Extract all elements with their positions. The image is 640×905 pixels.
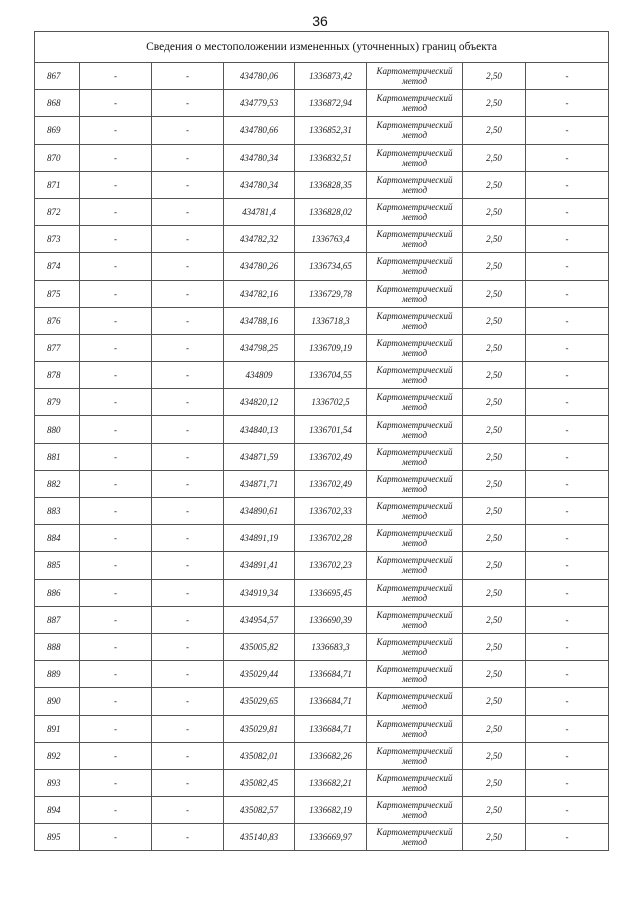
empty-cell: -	[152, 63, 224, 90]
empty-cell: -	[526, 606, 609, 633]
coord-y-cell: 1336682,19	[295, 797, 367, 824]
empty-cell: -	[526, 144, 609, 171]
empty-cell: -	[152, 362, 224, 389]
coord-y-cell: 1336702,49	[295, 443, 367, 470]
accuracy-cell: 2,50	[463, 552, 526, 579]
accuracy-cell: 2,50	[463, 715, 526, 742]
point-number-cell: 877	[35, 334, 80, 361]
table-row	[35, 606, 609, 633]
empty-cell: -	[526, 226, 609, 253]
point-number-cell: 871	[35, 171, 80, 198]
empty-cell: -	[152, 389, 224, 416]
coord-x-cell: 434780,06	[224, 63, 295, 90]
coord-y-cell: 1336682,26	[295, 742, 367, 769]
empty-cell: -	[80, 769, 152, 796]
accuracy-cell: 2,50	[463, 742, 526, 769]
coord-x-cell: 434780,34	[224, 171, 295, 198]
method-cell: Картометрический метод	[367, 797, 463, 824]
method-cell: Картометрический метод	[367, 498, 463, 525]
table-row	[35, 688, 609, 715]
empty-cell: -	[80, 579, 152, 606]
table-row	[35, 552, 609, 579]
coord-x-cell: 434954,57	[224, 606, 295, 633]
empty-cell: -	[80, 334, 152, 361]
coord-y-cell: 1336702,28	[295, 525, 367, 552]
empty-cell: -	[152, 742, 224, 769]
point-number-cell: 869	[35, 117, 80, 144]
table-row	[35, 144, 609, 171]
coord-x-cell: 434871,71	[224, 470, 295, 497]
empty-cell: -	[80, 389, 152, 416]
accuracy-cell: 2,50	[463, 144, 526, 171]
empty-cell: -	[80, 525, 152, 552]
accuracy-cell: 2,50	[463, 226, 526, 253]
accuracy-cell: 2,50	[463, 498, 526, 525]
empty-cell: -	[80, 144, 152, 171]
empty-cell: -	[80, 824, 152, 851]
method-cell: Картометрический метод	[367, 470, 463, 497]
coord-x-cell: 435005,82	[224, 633, 295, 660]
accuracy-cell: 2,50	[463, 280, 526, 307]
method-cell: Картометрический метод	[367, 769, 463, 796]
empty-cell: -	[80, 117, 152, 144]
coord-y-cell: 1336684,71	[295, 661, 367, 688]
table-row	[35, 307, 609, 334]
empty-cell: -	[526, 63, 609, 90]
accuracy-cell: 2,50	[463, 416, 526, 443]
method-cell: Картометрический метод	[367, 552, 463, 579]
table-row	[35, 715, 609, 742]
empty-cell: -	[152, 171, 224, 198]
empty-cell: -	[152, 307, 224, 334]
accuracy-cell: 2,50	[463, 334, 526, 361]
coord-x-cell: 434780,66	[224, 117, 295, 144]
coord-x-cell: 434809	[224, 362, 295, 389]
coord-x-cell: 434871,59	[224, 443, 295, 470]
point-number-cell: 878	[35, 362, 80, 389]
point-number-cell: 886	[35, 579, 80, 606]
empty-cell: -	[152, 715, 224, 742]
empty-cell: -	[152, 633, 224, 660]
point-number-cell: 882	[35, 470, 80, 497]
point-number-cell: 867	[35, 63, 80, 90]
empty-cell: -	[152, 443, 224, 470]
coord-y-cell: 1336702,49	[295, 470, 367, 497]
table-row	[35, 633, 609, 660]
page-number: 36	[312, 13, 328, 29]
empty-cell: -	[526, 633, 609, 660]
empty-cell: -	[526, 688, 609, 715]
method-cell: Картометрический метод	[367, 117, 463, 144]
empty-cell: -	[152, 688, 224, 715]
empty-cell: -	[526, 389, 609, 416]
empty-cell: -	[526, 253, 609, 280]
coord-y-cell: 1336709,19	[295, 334, 367, 361]
empty-cell: -	[526, 661, 609, 688]
empty-cell: -	[80, 742, 152, 769]
table-row	[35, 198, 609, 225]
coord-y-cell: 1336718,3	[295, 307, 367, 334]
table-row	[35, 824, 609, 851]
table-row	[35, 470, 609, 497]
empty-cell: -	[80, 797, 152, 824]
point-number-cell: 873	[35, 226, 80, 253]
accuracy-cell: 2,50	[463, 661, 526, 688]
empty-cell: -	[80, 63, 152, 90]
table-row	[35, 334, 609, 361]
table-row	[35, 498, 609, 525]
empty-cell: -	[80, 661, 152, 688]
empty-cell: -	[80, 416, 152, 443]
method-cell: Картометрический метод	[367, 171, 463, 198]
empty-cell: -	[526, 334, 609, 361]
coord-x-cell: 434780,34	[224, 144, 295, 171]
empty-cell: -	[80, 552, 152, 579]
empty-cell: -	[80, 688, 152, 715]
empty-cell: -	[526, 715, 609, 742]
coord-x-cell: 435140,83	[224, 824, 295, 851]
accuracy-cell: 2,50	[463, 824, 526, 851]
empty-cell: -	[80, 90, 152, 117]
empty-cell: -	[152, 579, 224, 606]
method-cell: Картометрический метод	[367, 198, 463, 225]
table-row	[35, 389, 609, 416]
coord-x-cell: 435029,44	[224, 661, 295, 688]
method-cell: Картометрический метод	[367, 633, 463, 660]
accuracy-cell: 2,50	[463, 171, 526, 198]
empty-cell: -	[80, 198, 152, 225]
coord-y-cell: 1336852,31	[295, 117, 367, 144]
coord-y-cell: 1336832,51	[295, 144, 367, 171]
point-number-cell: 870	[35, 144, 80, 171]
coord-x-cell: 434780,26	[224, 253, 295, 280]
table-row	[35, 525, 609, 552]
point-number-cell: 893	[35, 769, 80, 796]
table-row	[35, 253, 609, 280]
empty-cell: -	[526, 171, 609, 198]
empty-cell: -	[152, 117, 224, 144]
table-row	[35, 226, 609, 253]
method-cell: Картометрический метод	[367, 226, 463, 253]
point-number-cell: 880	[35, 416, 80, 443]
coord-y-cell: 1336729,78	[295, 280, 367, 307]
empty-cell: -	[152, 661, 224, 688]
method-cell: Картометрический метод	[367, 579, 463, 606]
method-cell: Картометрический метод	[367, 362, 463, 389]
point-number-cell: 884	[35, 525, 80, 552]
table-title-row	[35, 32, 609, 63]
coord-y-cell: 1336701,54	[295, 416, 367, 443]
coord-y-cell: 1336828,02	[295, 198, 367, 225]
method-cell: Картометрический метод	[367, 715, 463, 742]
coord-x-cell: 435082,01	[224, 742, 295, 769]
method-cell: Картометрический метод	[367, 606, 463, 633]
empty-cell: -	[526, 470, 609, 497]
empty-cell: -	[152, 280, 224, 307]
coord-x-cell: 434890,61	[224, 498, 295, 525]
empty-cell: -	[80, 498, 152, 525]
point-number-cell: 894	[35, 797, 80, 824]
table-title: Сведения о местоположении измененных (уточненных) границ объекта	[35, 32, 609, 63]
empty-cell: -	[526, 280, 609, 307]
table-row	[35, 280, 609, 307]
empty-cell: -	[152, 198, 224, 225]
table-row	[35, 171, 609, 198]
empty-cell: -	[152, 253, 224, 280]
method-cell: Картометрический метод	[367, 253, 463, 280]
accuracy-cell: 2,50	[463, 606, 526, 633]
empty-cell: -	[526, 769, 609, 796]
empty-cell: -	[526, 416, 609, 443]
coord-y-cell: 1336704,55	[295, 362, 367, 389]
coord-x-cell: 434840,13	[224, 416, 295, 443]
point-number-cell: 874	[35, 253, 80, 280]
accuracy-cell: 2,50	[463, 769, 526, 796]
accuracy-cell: 2,50	[463, 253, 526, 280]
accuracy-cell: 2,50	[463, 633, 526, 660]
accuracy-cell: 2,50	[463, 525, 526, 552]
empty-cell: -	[526, 525, 609, 552]
coord-x-cell: 435082,45	[224, 769, 295, 796]
method-cell: Картометрический метод	[367, 144, 463, 171]
table-row	[35, 63, 609, 90]
point-number-cell: 883	[35, 498, 80, 525]
empty-cell: -	[526, 443, 609, 470]
coord-y-cell: 1336702,5	[295, 389, 367, 416]
accuracy-cell: 2,50	[463, 63, 526, 90]
empty-cell: -	[152, 525, 224, 552]
accuracy-cell: 2,50	[463, 797, 526, 824]
method-cell: Картометрический метод	[367, 280, 463, 307]
empty-cell: -	[80, 253, 152, 280]
empty-cell: -	[526, 307, 609, 334]
coord-x-cell: 435082,57	[224, 797, 295, 824]
empty-cell: -	[80, 606, 152, 633]
coord-x-cell: 434891,19	[224, 525, 295, 552]
empty-cell: -	[526, 90, 609, 117]
empty-cell: -	[152, 470, 224, 497]
coord-x-cell: 435029,65	[224, 688, 295, 715]
method-cell: Картометрический метод	[367, 688, 463, 715]
empty-cell: -	[152, 416, 224, 443]
method-cell: Картометрический метод	[367, 661, 463, 688]
table-row	[35, 90, 609, 117]
empty-cell: -	[526, 579, 609, 606]
table-row	[35, 117, 609, 144]
coord-y-cell: 1336828,35	[295, 171, 367, 198]
empty-cell: -	[152, 498, 224, 525]
empty-cell: -	[80, 633, 152, 660]
coord-x-cell: 434919,34	[224, 579, 295, 606]
table-row	[35, 579, 609, 606]
point-number-cell: 876	[35, 307, 80, 334]
coord-x-cell: 434820,12	[224, 389, 295, 416]
coord-x-cell: 434782,16	[224, 280, 295, 307]
empty-cell: -	[152, 144, 224, 171]
coord-y-cell: 1336683,3	[295, 633, 367, 660]
method-cell: Картометрический метод	[367, 416, 463, 443]
accuracy-cell: 2,50	[463, 117, 526, 144]
empty-cell: -	[80, 443, 152, 470]
empty-cell: -	[152, 334, 224, 361]
coord-x-cell: 434781,4	[224, 198, 295, 225]
empty-cell: -	[526, 362, 609, 389]
coord-x-cell: 435029,81	[224, 715, 295, 742]
accuracy-cell: 2,50	[463, 470, 526, 497]
empty-cell: -	[526, 742, 609, 769]
empty-cell: -	[152, 797, 224, 824]
table-row	[35, 742, 609, 769]
coord-y-cell: 1336702,23	[295, 552, 367, 579]
coord-y-cell: 1336684,71	[295, 688, 367, 715]
accuracy-cell: 2,50	[463, 307, 526, 334]
method-cell: Картометрический метод	[367, 307, 463, 334]
empty-cell: -	[152, 769, 224, 796]
point-number-cell: 892	[35, 742, 80, 769]
table-row	[35, 362, 609, 389]
table-row	[35, 416, 609, 443]
empty-cell: -	[80, 226, 152, 253]
coord-x-cell: 434779,53	[224, 90, 295, 117]
empty-cell: -	[526, 552, 609, 579]
coord-x-cell: 434891,41	[224, 552, 295, 579]
method-cell: Картометрический метод	[367, 824, 463, 851]
accuracy-cell: 2,50	[463, 688, 526, 715]
accuracy-cell: 2,50	[463, 362, 526, 389]
coord-y-cell: 1336763,4	[295, 226, 367, 253]
accuracy-cell: 2,50	[463, 198, 526, 225]
empty-cell: -	[152, 552, 224, 579]
table-row	[35, 769, 609, 796]
empty-cell: -	[152, 90, 224, 117]
coord-y-cell: 1336873,42	[295, 63, 367, 90]
empty-cell: -	[80, 470, 152, 497]
point-number-cell: 875	[35, 280, 80, 307]
coord-y-cell: 1336682,21	[295, 769, 367, 796]
method-cell: Картометрический метод	[367, 389, 463, 416]
point-number-cell: 879	[35, 389, 80, 416]
coord-y-cell: 1336695,45	[295, 579, 367, 606]
coord-y-cell: 1336690,39	[295, 606, 367, 633]
point-number-cell: 887	[35, 606, 80, 633]
coord-x-cell: 434798,25	[224, 334, 295, 361]
point-number-cell: 888	[35, 633, 80, 660]
method-cell: Картометрический метод	[367, 443, 463, 470]
boundary-coordinates-table	[34, 31, 609, 851]
empty-cell: -	[526, 498, 609, 525]
accuracy-cell: 2,50	[463, 90, 526, 117]
accuracy-cell: 2,50	[463, 443, 526, 470]
table-row	[35, 661, 609, 688]
empty-cell: -	[80, 307, 152, 334]
point-number-cell: 868	[35, 90, 80, 117]
point-number-cell: 872	[35, 198, 80, 225]
empty-cell: -	[152, 606, 224, 633]
point-number-cell: 885	[35, 552, 80, 579]
empty-cell: -	[80, 362, 152, 389]
empty-cell: -	[526, 824, 609, 851]
coord-x-cell: 434782,32	[224, 226, 295, 253]
accuracy-cell: 2,50	[463, 389, 526, 416]
table-row	[35, 797, 609, 824]
coord-y-cell: 1336669,97	[295, 824, 367, 851]
empty-cell: -	[526, 797, 609, 824]
empty-cell: -	[152, 824, 224, 851]
empty-cell: -	[526, 117, 609, 144]
coord-y-cell: 1336872,94	[295, 90, 367, 117]
table-row	[35, 443, 609, 470]
method-cell: Картометрический метод	[367, 334, 463, 361]
empty-cell: -	[526, 198, 609, 225]
coord-y-cell: 1336684,71	[295, 715, 367, 742]
coord-x-cell: 434788,16	[224, 307, 295, 334]
empty-cell: -	[80, 171, 152, 198]
accuracy-cell: 2,50	[463, 579, 526, 606]
point-number-cell: 881	[35, 443, 80, 470]
coord-y-cell: 1336702,33	[295, 498, 367, 525]
empty-cell: -	[80, 280, 152, 307]
point-number-cell: 891	[35, 715, 80, 742]
point-number-cell: 895	[35, 824, 80, 851]
method-cell: Картометрический метод	[367, 742, 463, 769]
empty-cell: -	[152, 226, 224, 253]
method-cell: Картометрический метод	[367, 90, 463, 117]
method-cell: Картометрический метод	[367, 525, 463, 552]
method-cell: Картометрический метод	[367, 63, 463, 90]
point-number-cell: 890	[35, 688, 80, 715]
empty-cell: -	[80, 715, 152, 742]
coord-y-cell: 1336734,65	[295, 253, 367, 280]
point-number-cell: 889	[35, 661, 80, 688]
